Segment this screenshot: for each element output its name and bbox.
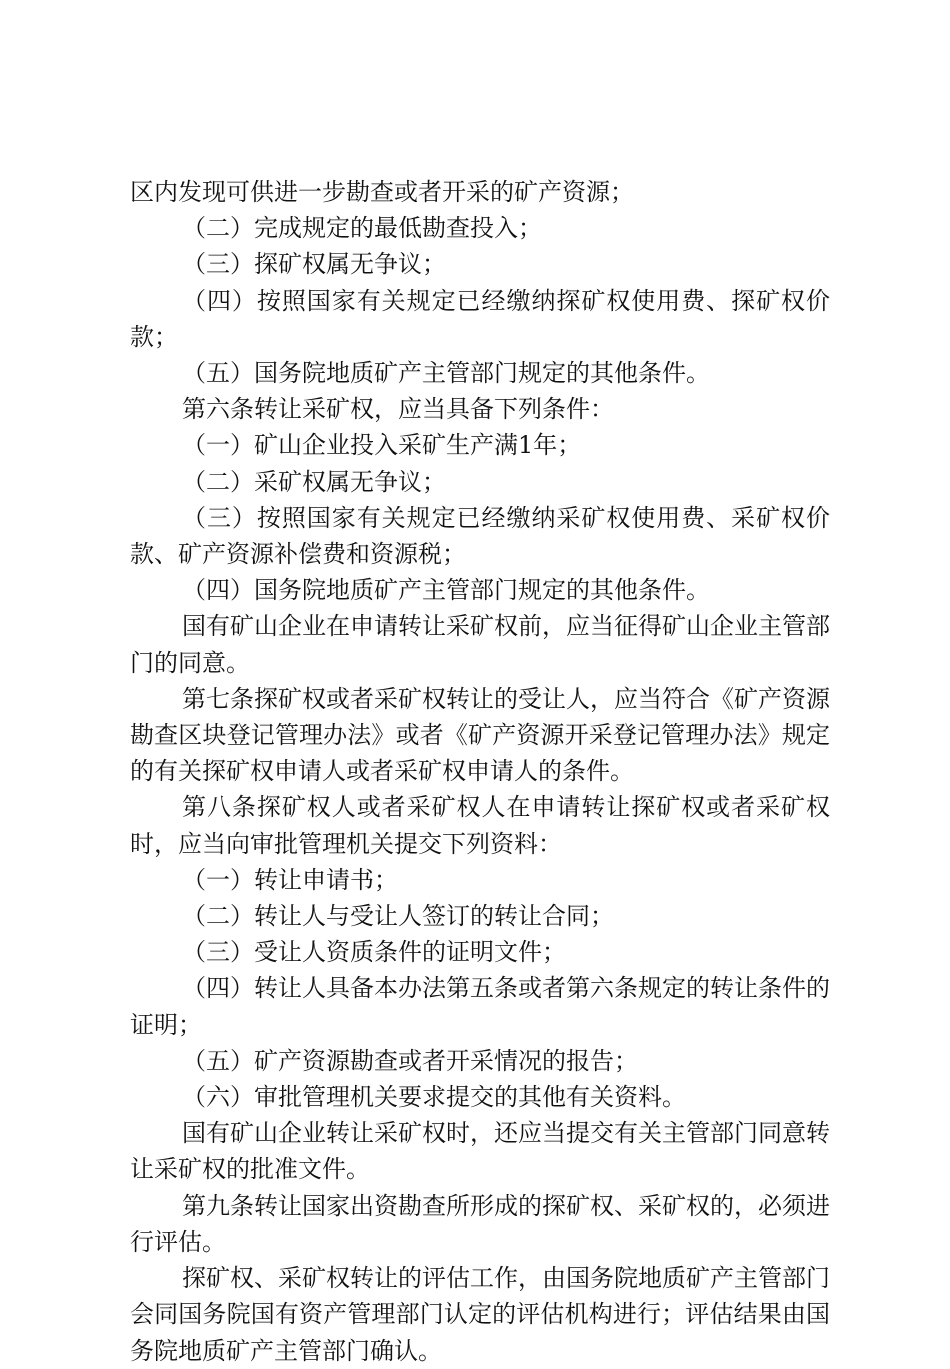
paragraph: （三）受让人资质条件的证明文件；: [182, 938, 566, 967]
paragraph: （二）转让人与受让人签订的转让合同；: [182, 902, 614, 931]
paragraph: （四）国务院地质矿产主管部门规定的其他条件。: [182, 576, 710, 605]
paragraph: 第六条转让采矿权，应当具备下列条件：: [182, 395, 614, 424]
paragraph: （四）转让人具备本办法第五条或者第六条规定的转让条件的证明；: [130, 974, 830, 1039]
paragraph: 探矿权、采矿权转让的评估工作，由国务院地质矿产主管部门会同国务院国有资产管理部门认定的评估机构进行；评估结果由国务院地质矿产主管部门确认。: [130, 1264, 830, 1365]
paragraph: （一）转让申请书；: [182, 865, 398, 894]
document-body: [130, 174, 830, 1369]
paragraph: （四）按照国家有关规定已经缴纳探矿权使用费、探矿权价款；: [130, 286, 830, 351]
paragraph: （五）矿产资源勘查或者开采情况的报告；: [182, 1046, 638, 1075]
paragraph: 第八条探矿权人或者采矿权人在申请转让探矿权或者采矿权时，应当向审批管理机关提交下列资料：: [130, 793, 830, 858]
paragraph: 国有矿山企业在申请转让采矿权前，应当征得矿山企业主管部门的同意。: [130, 612, 830, 677]
paragraph: 区内发现可供进一步勘查或者开采的矿产资源；: [130, 178, 634, 206]
paragraph: （二）采矿权属无争议；: [182, 467, 446, 496]
paragraph: （一）矿山企业投入采矿生产满1年；: [182, 431, 582, 460]
paragraph: 国有矿山企业转让采矿权时，还应当提交有关主管部门同意转让采矿权的批准文件。: [130, 1119, 830, 1184]
paragraph: （六）审批管理机关要求提交的其他有关资料。: [182, 1083, 686, 1112]
paragraph: （二）完成规定的最低勘查投入；: [182, 214, 542, 243]
paragraph: 第九条转让国家出资勘查所形成的探矿权、采矿权的，必须进行评估。: [130, 1191, 830, 1256]
paragraph: 第七条探矿权或者采矿权转让的受让人，应当符合《矿产资源勘查区块登记管理办法》或者《矿产资源开采登记管理办法》规定的有关探矿权申请人或者采矿权申请人的条件。: [130, 684, 830, 786]
paragraph: （五）国务院地质矿产主管部门规定的其他条件。: [182, 359, 710, 388]
paragraph: （三）探矿权属无争议；: [182, 250, 446, 279]
paragraph: （三）按照国家有关规定已经缴纳采矿权使用费、采矿权价款、矿产资源补偿费和资源税；: [130, 503, 830, 569]
